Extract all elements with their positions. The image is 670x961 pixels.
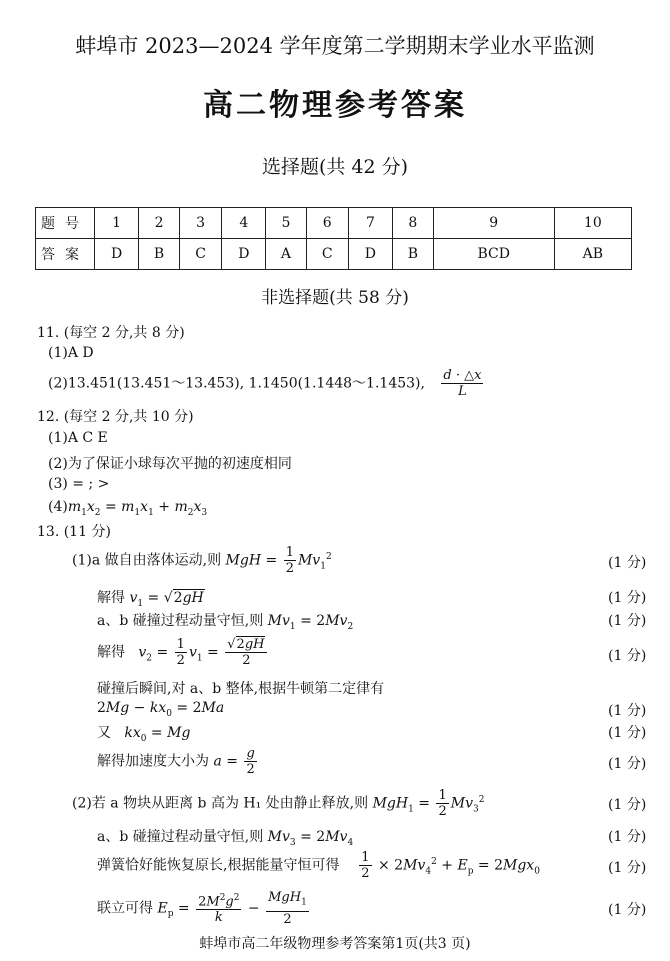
table-cell: D: [95, 239, 139, 270]
score-label: (1 分): [608, 829, 647, 845]
score-label: (1 分): [608, 797, 647, 813]
table-cell: D: [348, 239, 392, 270]
table-cell: C: [306, 239, 348, 270]
table-cell: 9: [433, 208, 554, 239]
score-label: (1 分): [608, 555, 647, 571]
table-cell: 2: [139, 208, 180, 239]
section-choice-heading: 选择题(共 42 分): [261, 156, 409, 178]
q13-line9-text: (2)若 a 物块从距离 b 高为 H₁ 处由静止释放,则: [72, 795, 369, 812]
q13-line8-text: 解得加速度大小为: [97, 753, 209, 770]
table-cell: B: [139, 239, 180, 270]
q13-line11: 弹簧恰好能恢复原长,根据能量守恒可得 $\frac{1}{2}$ × $2Mv_4^2 + E_p = 2Mgx_0$: [97, 850, 540, 881]
score-label: (1 分): [608, 648, 647, 664]
half-fraction: $\frac{1}{2}$: [361, 850, 370, 881]
fraction-denominator: L: [458, 384, 467, 399]
score-label: (1 分): [608, 725, 647, 741]
energy-fraction-1: $\frac{2M^2g^2}{k}$: [198, 893, 240, 926]
q13-line1-text: (1)a 做自由落体运动,则: [72, 552, 222, 569]
q13-line11-text: 弹簧恰好能恢复原长,根据能量守恒可得: [97, 857, 340, 874]
q13-line4: 解得 $v_2$ = $\frac{1}{2}$ $v_1$ = $\frac{√2gH}{2}$: [97, 637, 269, 668]
table-cell: 3: [179, 208, 221, 239]
q13-line4-text: 解得: [97, 644, 125, 661]
sqrt-fraction: $\frac{√2gH}{2}$: [225, 637, 267, 668]
table-cell: 6: [306, 208, 348, 239]
q13-heading: 13. (11 分): [37, 524, 111, 540]
q13-line12-text: 联立可得: [97, 900, 153, 917]
q12-part2: (2)为了保证小球每次平抛的初速度相同: [48, 456, 292, 472]
score-label: (1 分): [608, 703, 647, 719]
table-cell: 10: [554, 208, 631, 239]
q13-line10-text: a、b 碰撞过程动量守恒,则: [97, 829, 264, 845]
table-cell: 4: [222, 208, 266, 239]
g-over-2-fraction: $\frac{g}{2}$: [246, 746, 255, 777]
table-row: [36, 208, 632, 239]
half-fraction: $\frac{1}{2}$: [285, 545, 294, 576]
q13-line1: (1)a 做自由落体运动,则 MgH = $\frac{1}{2}$ $Mv_1^2$: [72, 545, 332, 576]
q13-line6: $2Mg - kx_0 = 2Ma$: [97, 700, 225, 719]
table-cell: B: [393, 239, 434, 270]
q11-heading: 11. (每空 2 分,共 8 分): [37, 325, 185, 341]
table-cell: 5: [266, 208, 306, 239]
score-label: (1 分): [608, 613, 647, 629]
q13-line3-text: a、b 碰撞过程动量守恒,则: [97, 613, 264, 629]
section-nonchoice-heading: 非选择题(共 58 分): [261, 288, 409, 308]
q13-line9: (2)若 a 物块从距离 b 高为 H₁ 处由静止释放,则 MgH$_1$ = $\frac{1}{2}$ $Mv_3^2$: [72, 788, 485, 819]
score-label: (1 分): [608, 756, 647, 772]
table-cell: D: [222, 239, 266, 270]
q13-line5: 碰撞后瞬间,对 a、b 整体,根据牛顿第二定律有: [97, 681, 385, 697]
q13-line3: a、b 碰撞过程动量守恒,则 $Mv_1 = 2Mv_2$: [97, 613, 354, 632]
table-cell: AB: [554, 239, 631, 270]
table-row: [36, 239, 632, 270]
table-cell: C: [179, 239, 221, 270]
table-cell: A: [266, 239, 306, 270]
q12-part4-label: (4): [48, 499, 68, 515]
q12-part4: $(4)m_1x_2 = m_1x_1 + m_2x_3$: [48, 499, 208, 518]
q11-part2: [48, 368, 485, 399]
q13-line2-text: 解得: [97, 590, 125, 606]
row-label: 答案: [36, 239, 95, 270]
page-title: 高二物理参考答案: [203, 88, 467, 123]
q13-line10: a、b 碰撞过程动量守恒,则 $Mv_3 = 2Mv_4$: [97, 829, 354, 848]
score-label: (1 分): [608, 590, 647, 606]
table-cell: 1: [95, 208, 139, 239]
table-cell: 7: [348, 208, 392, 239]
table-cell: BCD: [433, 239, 554, 270]
q11-fraction: [441, 368, 483, 399]
q13-line12: 联立可得 $E_p$ = $\frac{2M^2g^2}{k}$ − $\frac{MgH_1}{2}$: [97, 890, 307, 927]
score-label: (1 分): [608, 902, 647, 918]
exam-title: 蚌埠市 2023—2024 学年度第二学期期末学业水平监测: [75, 34, 595, 58]
q12-heading: 12. (每空 2 分,共 10 分): [37, 409, 194, 425]
row-label: 题号: [36, 208, 95, 239]
q13-line7: 又 $kx_0 = Mg$: [97, 725, 191, 744]
page-footer: 蚌埠市高二年级物理参考答案第1页(共3 页): [199, 936, 471, 952]
energy-fraction-2: $\frac{MgH_1}{2}$: [268, 890, 307, 927]
fraction-numerator: d · △x: [443, 368, 482, 383]
q13-line8: 解得加速度大小为 a = $\frac{g}{2}$: [97, 746, 255, 777]
half-fraction: $\frac{1}{2}$: [438, 788, 447, 819]
q12-part3: (3) = ; >: [48, 476, 110, 492]
answer-table: [35, 207, 632, 270]
q12-part1: (1)A C E: [48, 430, 108, 446]
q13-line2: 解得 $v_1 = √2gH$: [97, 590, 204, 609]
q13-line7-text: 又: [97, 725, 111, 741]
half-fraction: $\frac{1}{2}$: [176, 637, 185, 668]
q11-part1: (1)A D: [48, 345, 94, 361]
score-label: (1 分): [608, 860, 647, 876]
table-cell: 8: [393, 208, 434, 239]
q11-part2-text: (2)13.451(13.451～13.453), 1.1450(1.1448～1.1453),: [48, 375, 425, 392]
